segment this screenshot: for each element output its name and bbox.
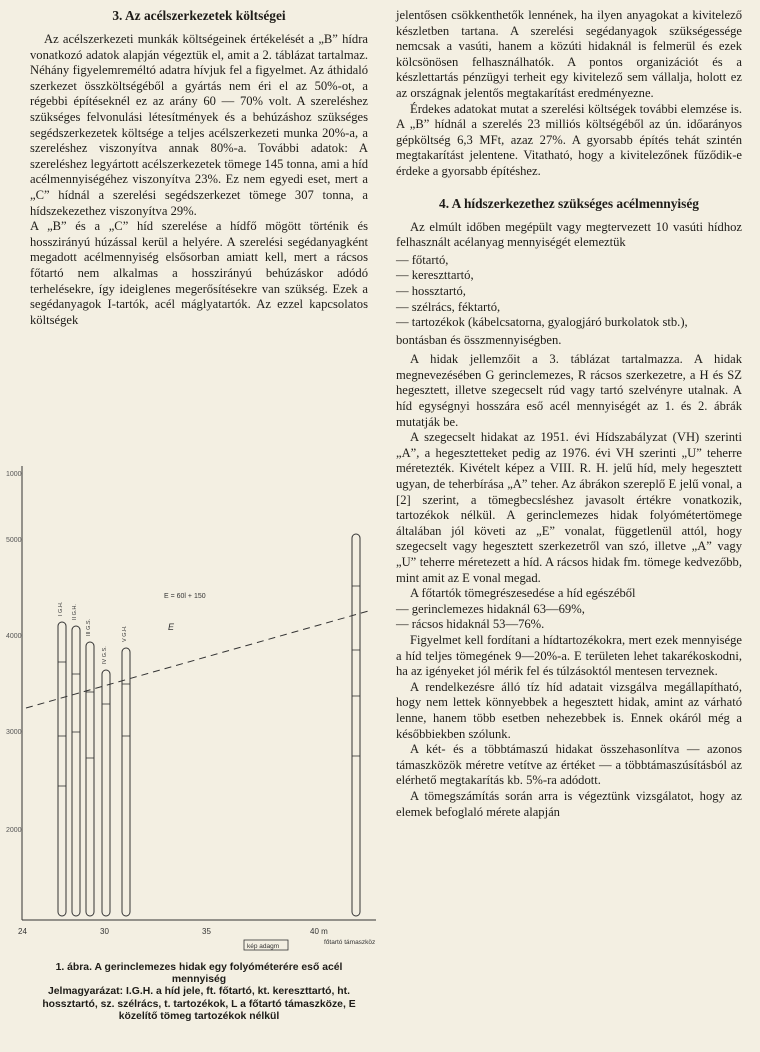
section-3-heading: 3. Az acélszerkezetek költségei [112,8,286,23]
bar-2-label: II G.H. [72,604,78,620]
list2-item: — rácsos hidaknál 53—76%. [396,617,545,632]
x-tick-35: 35 [202,927,211,936]
bar-5-label: V G.H. [122,625,128,642]
bar-5 [122,648,130,916]
figure-1-caption [30,962,368,1023]
list-item: — kereszttartó, [396,268,474,283]
x-axis-label: főtartó támaszköz [324,939,376,946]
list-item: — tartozékok (kábelcsatorna, gyalogjáró burkolatok stb.), [396,315,688,330]
list-item: — szélrács, féktartó, [396,299,501,314]
y-tick-5000: 5000 [6,537,22,544]
paragraph-continuation: jelentősen csökkenthetők lennének, ha ilyen anyagokat a kivitelező készletben tartana. A szerelési segédanyagok szükségessége nemcsak a vasúti, hanem a közúti hidaknál is felmerül és ezek kölcsönösen felhasználhatók. A pontos organizációt és a készlettartás pénzügyi terheit egy kivitelező sem vállalja, holott ez az országnak jelentős megtakarítást eredményezne. [396,8,742,100]
right-column [396,8,742,820]
y-tick-1000: 1000 [6,471,22,478]
bar-1 [58,622,66,916]
bar-4 [102,670,110,916]
section-4-heading: 4. A hídszerkezethez szükséges acélmennyiség [439,195,699,211]
caption-legend: Jelmagyarázat: I.G.H. a híd jele, ft. főtartó, kt. kereszttartó, ht. hossztartó, sz. szélrács, t. tartozékok, L a főtartó támaszköze, E közelítő tömeg tartozékok nélkül [42,986,356,1022]
paragraph-tomeg: A tömegszámítás során arra is végeztünk vizsgálatot, hogy az elemek befoglaló mérete alapján [396,788,742,819]
x-tick-40: 40 m [310,927,328,936]
element-list [396,253,742,331]
caption-title: 1. ábra. A gerinclemezes hidak egy folyóméterére eső acél mennyiség [55,962,343,986]
list2-item: — gerinclemezes hidaknál 63—69%, [396,601,585,616]
scale-label: kép adagm [247,943,280,950]
bar-1-label: I G.H. [58,601,64,616]
y-tick-3000: 3000 [6,729,22,736]
paragraph-ketes: A két- és a többtámaszú hidakat összehasonlítva — azonos támaszközök méretre vetítve az értéket — a többtámaszúsításból az elérhető megtakarítás kb. 5%-ra adódott. [396,742,742,788]
paragraph-rendelkezesre: A rendelkezésre álló tíz híd adatait vizsgálva megállapítható, hogy nem lettek könnyebbek a hegesztett hidak, amint az várható lenne, hanem több esetben nehezebbek is. Ennek okáról még a későbbiekben szólunk. [396,679,742,741]
y-tick-2000: 2000 [6,827,22,834]
e-line-label: E [168,622,175,632]
left-column [30,8,368,328]
figure-1 [4,436,384,956]
y-tick-4000: 4000 [6,633,22,640]
bar-3-label: III G.S. [86,618,92,636]
paragraph-erdekes: Érdekes adatokat mutat a szerelési költségek további elemzése is. A „B” hídnál a szerelés 23 milliós költségéből az ún. időarányos gépköltség 6,3 MFt, azaz 27%. A gyorsabb építés tehát szintén megtakarítást jelentene. Vitatható, hogy a kivitelezőnek fűződik-e érdeke a gyorsabb építéshez. [396,101,742,178]
bar-2 [72,626,80,916]
paragraph-bontas: bontásban és összmennyiségben. [396,332,562,347]
list-item: — főtartó, [396,252,449,267]
paragraph-szegecselt: A szegecselt hidakat az 1951. évi Hídszabályzat (VH) szerinti „A”, a hegesztetteket pedig az 1976. évi VH szerinti „U” teherre méretezték. Kivételt képez a VIII. R. H. jelű híd, mely hegesztett ugyan, de teherbírása „A” teher. Az ábrákon szereplő E jelű vonal, a [2] szerint, a tömegbecsléshez javasolt értékre vonatkozik, tartozékok nélkül. A gerinclemezes hidak folyómétertömege általában jól követi az „E” vonalat, függetlenül attól, hogy szegecselt vagy hegesztett szerkezetről van szó, illetve „A” vagy „U” teherre méretezett a híd. A rácsos hidak fm. tömege kedvezőbb, mint amit az E vonal megad. [396,430,742,585]
bar-4-label: IV G.S. [102,646,108,664]
bar-3 [86,642,94,916]
e-line [26,610,372,708]
x-tick-30: 30 [100,927,109,936]
paragraph-assembly: A „B” és a „C” híd szerelése a hídfő mögött történik és hosszirányú húzással kerül a helyére. A szerelési segédanyagként megadott acélmennyiség elsősorban amiatt kell, mert a rácsos főtartó nem alkalmas a hosszirányú behúzáskor adódó terhelésekre, így ideiglenes megerősítésekre van szükség. Ezek a segédanyagok I-tartók, acél máglyatartók. Az ezzel kapcsolatos költségek [30,219,368,327]
e-line-formula: E = 60l + 150 [164,593,206,600]
paragraph-costs: Az acélszerkezeti munkák költségeinek értékelését a „B” hídra vonatkozó adatok alapján végeztük el, amit a 2. táblázat tartalmaz. Néhány figyelemreméltó adatra hívjuk fel a figyelmet. Az áthidaló szerkezet összköltségéből a gyártás nem éri el az 50%-ot, a régebbi építéseknél ez az arány 60 — 70% volt. A szereléshez szükséges felvonulási létesítmények és a behúzáshoz szükséges segédszerkezetek költsége a teljes acélszerkezeti munka 20%-a, a szereléshez viszonyítva annak 80%-a. További adatok: A szereléshez legyártott acélszerkezetek tömege 145 tonna, ami a híd acélmennyiségéhez viszonyítva 23%. Ez nem egyedi eset, mert a „C” hídnál a szerelési segédszerkezet tömege 307 tonna, a hídszekezethez viszonyítva 29%. [30,32,368,218]
bar-6 [352,534,360,916]
paragraph-fotartok: A főtartók tömegrészesedése a híd egészéből [410,586,636,601]
paragraph-figyelmet: Figyelmet kell fordítani a hídtartozékokra, mert ezek mennyisége a híd teljes tömegének 9—20%-a. E területen lehet takarékoskodni, ha az igényeket jól mérik fel és túlzásoktól mentesen terveznek. [396,632,742,679]
list-item: — hossztartó, [396,283,466,298]
paragraph-hidak: A hidak jellemzőit a 3. táblázat tartalmazza. A hidak megnevezésében G gerinclemezes, R rácsos szerkezetre, a H és SZ hegesztett, illetve szegecselt rúd vagy tartó szelvényre utalnak. A híd egységnyi hosszára eső acél mennyiségét az 1. és 2. ábrák mutatják be. [396,352,742,429]
paragraph-intro: Az elmúlt időben megépült vagy megtervezett 10 vasúti hídhoz felhasznált acélanyag mennyiségét elemeztük [396,219,742,250]
figure-1-chart [4,436,384,956]
x-tick-24: 24 [18,927,27,936]
